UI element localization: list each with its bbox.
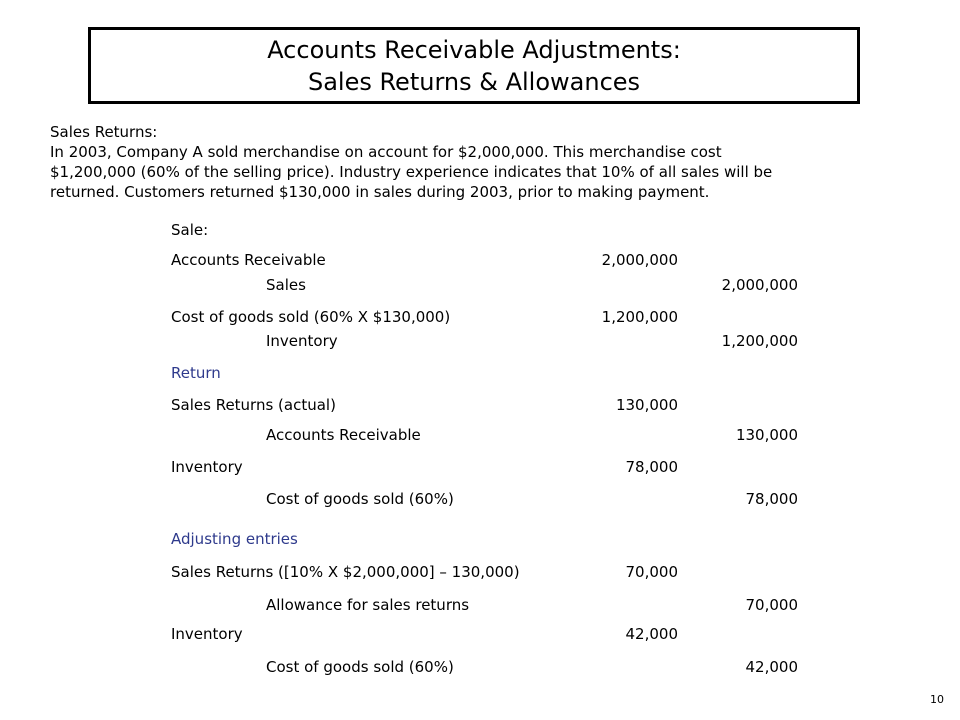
intro-line-2: $1,200,000 (60% of the selling price). Industry experience indicates that 10% of all sales will be bbox=[50, 163, 773, 181]
journal-row bbox=[0, 489, 960, 509]
account-name: Cost of goods sold (60% X $130,000) bbox=[171, 308, 451, 326]
account-name: Sales Returns ([10% X $2,000,000] – 130,000) bbox=[171, 563, 520, 581]
journal-row bbox=[0, 307, 960, 327]
account-name: Accounts Receivable bbox=[266, 426, 421, 444]
account-name: Sales bbox=[266, 276, 306, 294]
journal-row bbox=[0, 331, 960, 351]
intro-heading: Sales Returns: bbox=[50, 123, 158, 141]
credit-amount: 130,000 bbox=[735, 426, 798, 444]
section-adjusting: Adjusting entries bbox=[171, 530, 298, 548]
account-name: Allowance for sales returns bbox=[266, 596, 470, 614]
journal-row bbox=[0, 562, 960, 582]
account-name: Cost of goods sold (60%) bbox=[266, 658, 454, 676]
journal-row bbox=[0, 250, 960, 270]
debit-amount: 130,000 bbox=[615, 396, 678, 414]
title-line-2: Sales Returns & Allowances bbox=[307, 67, 641, 96]
account-name: Accounts Receivable bbox=[171, 251, 326, 269]
debit-amount: 1,200,000 bbox=[601, 308, 678, 326]
page-number: 10 bbox=[930, 693, 944, 706]
credit-amount: 1,200,000 bbox=[721, 332, 798, 350]
title-line-1: Accounts Receivable Adjustments: bbox=[267, 35, 681, 64]
journal-row bbox=[0, 275, 960, 295]
account-name: Inventory bbox=[266, 332, 338, 350]
journal-row bbox=[0, 425, 960, 445]
section-sale: Sale: bbox=[171, 221, 209, 239]
account-name: Sales Returns (actual) bbox=[171, 396, 336, 414]
credit-amount: 2,000,000 bbox=[721, 276, 798, 294]
journal-row bbox=[0, 657, 960, 677]
account-name: Cost of goods sold (60%) bbox=[266, 490, 454, 508]
section-return: Return bbox=[171, 364, 221, 382]
debit-amount: 2,000,000 bbox=[601, 251, 678, 269]
journal-row bbox=[0, 595, 960, 615]
credit-amount: 78,000 bbox=[745, 490, 798, 508]
journal-row bbox=[0, 395, 960, 415]
intro-line-3: returned. Customers returned $130,000 in sales during 2003, prior to making payment. bbox=[50, 183, 710, 201]
debit-amount: 42,000 bbox=[625, 625, 678, 643]
journal-row bbox=[0, 624, 960, 644]
credit-amount: 70,000 bbox=[745, 596, 798, 614]
account-name: Inventory bbox=[171, 625, 243, 643]
account-name: Inventory bbox=[171, 458, 243, 476]
debit-amount: 70,000 bbox=[625, 563, 678, 581]
intro-line-1: In 2003, Company A sold merchandise on account for $2,000,000. This merchandise cost bbox=[50, 143, 722, 161]
debit-amount: 78,000 bbox=[625, 458, 678, 476]
credit-amount: 42,000 bbox=[745, 658, 798, 676]
journal-row bbox=[0, 457, 960, 477]
